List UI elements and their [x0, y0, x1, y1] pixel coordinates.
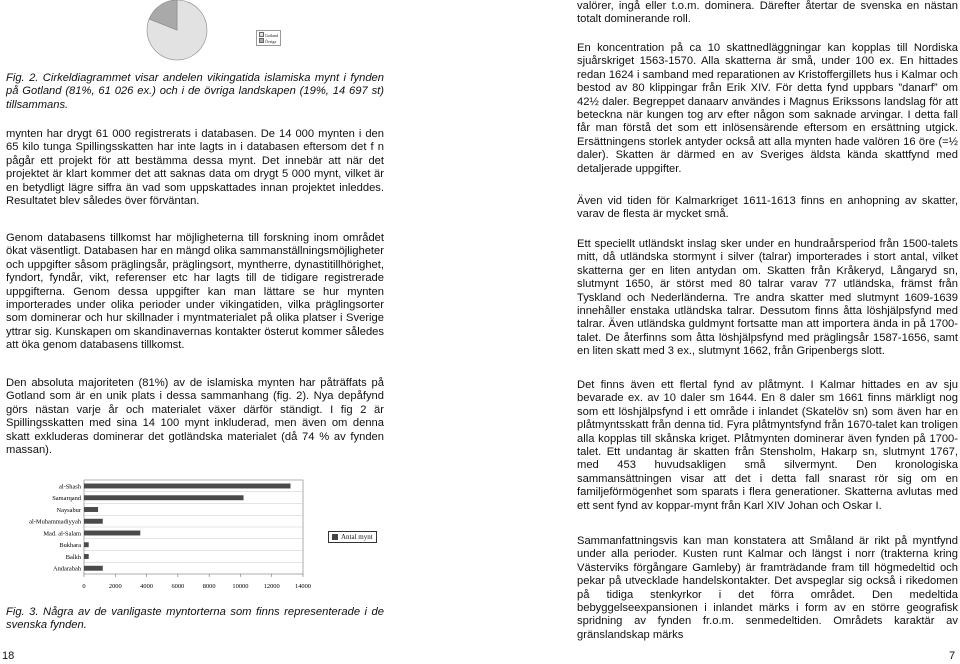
left-paragraph-2: Genom databasens tillkomst har möjligheterna till forskning inom området ökat väsentligt. Databasen har en mängd olika sammanställningsmöjligheter och uppgifter såsom präglingsår, präglingsort, myntherre, dynastitillhörighet, fyndort, fyndår, vikt, referenser etc har lagts till de tidigare registrerade uppgifterna. Genom dessa uppgifter kan man lättare se hur mynten importerades under olika perioder under vikingatiden, vilka präglingsorter som dominerar och hur skillnader i myntmaterialet på olika platser i Sverige yttrar sig. Kunskapen om skandinavernas kontakter österut kommer således att öka genom databasens tillkomst.: [6, 232, 384, 352]
x-tick-label: 8000: [202, 583, 216, 590]
bar-andarabah: [84, 566, 103, 571]
fig2-caption: Fig. 2. Cirkeldiagrammet visar andelen vikingatida islamiska mynt i fynden på Gotland (81%, 61 026 ex.) och i de övriga landskapen (19%, 14 697 st) tillsammans.: [6, 72, 384, 111]
pie-legend-ovriga: Övriga: [265, 39, 277, 44]
x-tick-label: 14000: [295, 583, 311, 590]
left-page-number: 18: [2, 650, 15, 662]
fig3-caption: Fig. 3. Några av de vanligaste myntorterna som finns representerade i de svenska fynden.: [6, 606, 384, 632]
bar-al-shash: [84, 484, 290, 489]
x-tick-label: 12000: [263, 583, 280, 590]
bar-legend-label: Antal mynt: [341, 533, 373, 541]
x-tick-label: 2000: [108, 583, 122, 590]
right-paragraph-3: Ett speciellt utländskt inslag sker under en hundraårsperiod från 1500-talets mitt, då utländska stormynt i silver (talrar) importerades i stort antal, vilket skatterna ger en liten antydan om. Skatten från Kråkeryd, Långaryd sn, slutmynt 1650, är störst med 80 talrar varav 77 utländska, främst från Tyskland och Nederländerna. Tre andra skatter med slutmynt 1609-1639 innehåller enstaka utländska talrar. Dessutom finns åtta löshjälpsfynd med talrar. Även utländska guldmynt fortsatte man att importera ända in på 1700-talet. De återfinns som åtta löshjälpsfynd med präglingsår 1587-1656, samt en liten skatt med 3 ex., slutmynt 1662, från Gripenbergs slott.: [577, 238, 958, 358]
x-tick-label: 10000: [232, 583, 249, 590]
category-label: Bukhara: [59, 542, 81, 550]
bar-samarqand: [84, 495, 244, 500]
left-paragraph-1: mynten har drygt 61 000 registrerats i databasen. De 14 000 mynten i den 65 kilo tunga Spillingsskatten har inte lagts in i databasen eftersom det f n pågår ett projekt för att bestämma dessa mynt. Det innebär att när det projektet är klart kommer det att saknas data om drygt 5 000 mynt, vilket är en betydligt lägre siffra än vad som uppskattades innan projektet inleddes. Resultatet blev således över förväntan.: [6, 128, 384, 208]
category-label: al-Muhammadiyyah: [29, 518, 81, 526]
pie-legend: [256, 30, 281, 46]
right-paragraph-1: En koncentration på ca 10 skattnedläggningar kan kopplas till Nordiska sjuårskriget 1563-1570. Alla skatterna är små, under 100 ex. En hittades redan 1624 i samband med reparationen av Kristoffergillets hus i Kalmar och bestod av 80 klippingar från Erik XIV. För detta fynd uppbars ”danarf” om 42½ daler. Begreppet danaarv användes i Magnus Erikssons landslag för att beteckna när kungen tog arv efter någon som saknade arvingar. I detta fall får man förstå det som ett inlösensärende eftersom en ersättning utgick. Ersättningens storlek antyder också att alla mynten hade valören 16 öre (=½ daler). Skatten är därmed en av Sveriges äldsta kända skattfynd med detaljerade uppgifter.: [577, 42, 958, 175]
right-paragraph-2: Även vid tiden för Kalmarkriget 1611-1613 finns en anhopning av skatter, varav de flesta är mycket små.: [577, 195, 958, 221]
bar-al-muhammadiyyah: [84, 519, 103, 524]
bar-legend: [328, 531, 377, 543]
category-label: al-Shash: [58, 483, 81, 491]
category-label: Andarabah: [52, 565, 81, 573]
right-paragraph-0: valörer, ingå eller t.o.m. dominera. Därefter återtar de svenska en nästan totalt dominerande roll.: [577, 0, 958, 26]
bar-balkh: [84, 554, 89, 559]
bar-naysabur: [84, 507, 98, 512]
x-tick-label: 6000: [171, 583, 185, 590]
x-tick-label: 4000: [140, 583, 153, 590]
x-tick-label: 0: [82, 583, 86, 590]
bar-bukhara: [84, 542, 89, 547]
category-label: Balkh: [65, 553, 81, 561]
category-label: Mad. al-Salam: [43, 530, 81, 538]
right-page-number: 7: [949, 650, 956, 662]
bar-mad-al-salam: [84, 531, 140, 536]
pie-legend-gotland: Gotland: [265, 33, 278, 38]
left-paragraph-3: Den absoluta majoriteten (81%) av de islamiska mynten har påträffats på Gotland som är en unik plats i dessa sammanhang (fig. 2). Nya depåfynd görs nästan varje år och materialet växer därför ständigt. I fig 2 är Spillingsskatten med sina 14 100 mynt inkluderad, men även om denna skatt exkluderas dominerar det gotländska materialet (då 74 % av fynden massan).: [6, 377, 384, 457]
category-label: Samarqand: [52, 495, 81, 503]
right-paragraph-5: Sammanfattningsvis kan man konstatera att Småland är rikt på myntfynd under alla perioder. Kusten runt Kalmar och längst i norr (trakterna kring Västerviks förgångare Gamleby) är framträdande fram till högmedeltid och pekar på utvecklade handelskontakter. Det avspeglar sig också i rikedomen på tidiga stenkyrkor i det förra området. Den medeltida bebyggelseexpansionen i inlandet märks i form av en större geografisk spridning av fynden fr.o.m. senmedeltiden. Områdets karaktär av gränslandskap märks: [577, 535, 958, 641]
right-paragraph-4: Det finns även ett flertal fynd av plåtmynt. I Kalmar hittades en av sju bevarade ex. av 10 daler sm 1644. En 8 daler sm 1661 finns märkligt nog som ett löshjälpsfynd i ett område i inlandet (Skatelöv sn) som även har en plåtmyntsskatt från denna tid. Fyra plåtmyntsfynd från 1670-talet kan troligen alla kopplas till skånska kriget. Plåtmynten dominerar även fynden på 1700-talet. Ett undantag är skatten från Stensholm, Hakarp sn, slutmynt 1767, med 453 huvudsakligen små silvermynt. Den kronologiska sammansättningen visar att det i detta fall snarast rör sig om en familjeförmögenhet som sparats i flera generationer. Skatterna avlutas med ett sent fynd av koppar-mynt från Karl XIV Johan och Oskar I.: [577, 379, 958, 512]
category-label: Naysabur: [56, 506, 81, 514]
